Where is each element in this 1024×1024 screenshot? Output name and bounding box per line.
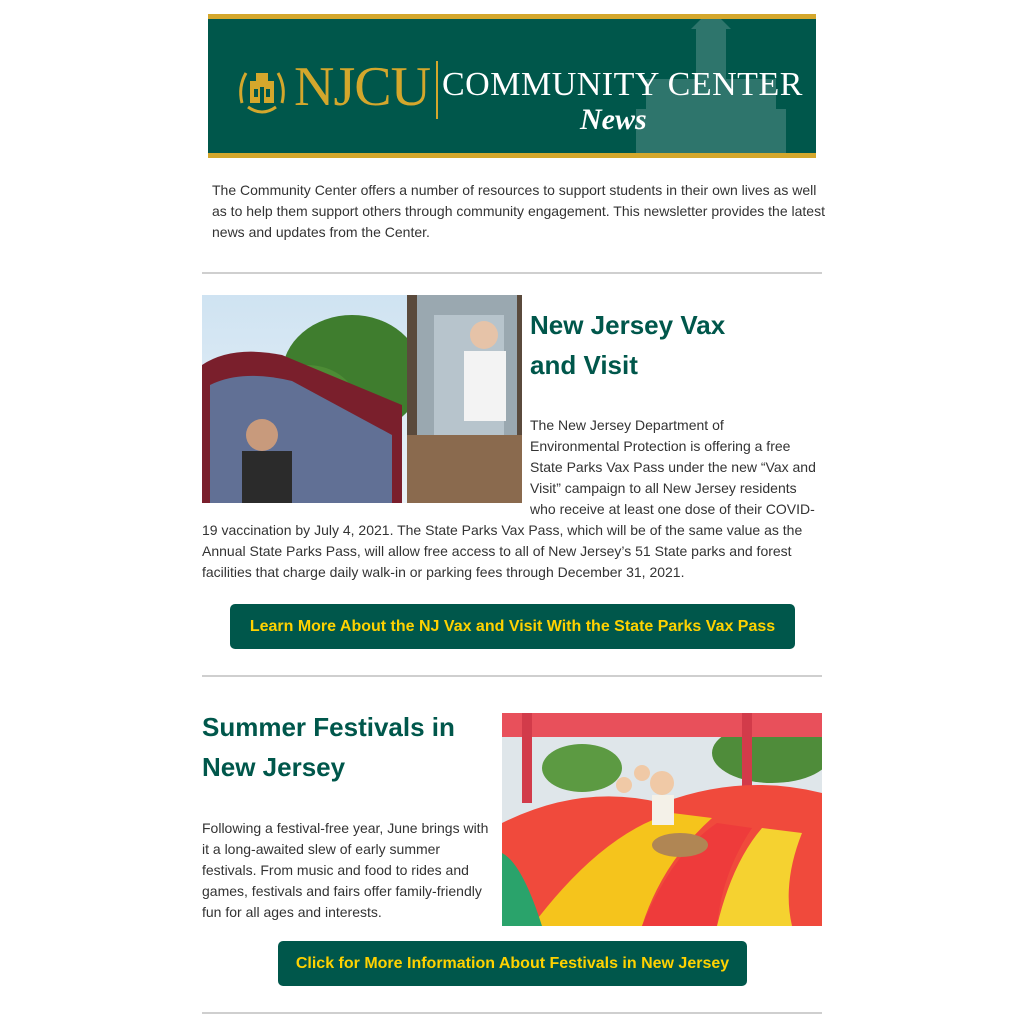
festivals-more-info-button[interactable]: Click for More Information About Festivals in New Jersey: [278, 941, 747, 986]
vax-visit-body-top: The New Jersey Department of Environmental Protection is offering a free State Parks Vax Pass under the new “Vax and Visit” campaign to all New Jersey residents who receive at least one dose of their COVID-: [530, 417, 816, 517]
vax-visit-body-rest: 19 vaccination by July 4, 2021. The State Parks Vax Pass, which will be of the same value as the Annual State Parks Pass, will allow free access to all of New Jersey’s 51 State parks and forest facilities that charge daily walk-in or parking fees through December 31, 2021.: [202, 522, 803, 580]
banner-subtitle: News: [580, 103, 647, 136]
njcu-seal-icon: [234, 63, 290, 119]
brand-logo-text: NJCU: [294, 56, 431, 118]
banner-title: COMMUNITY CENTER: [442, 66, 803, 103]
vax-visit-photo: [202, 295, 522, 503]
festivals-body: Following a festival-free year, June brings with it a long-awaited slew of early summer festivals. From music and food to rides and games, festivals and fairs offer family-friendly fun for all ages and interests.: [202, 820, 489, 920]
header-banner: [208, 14, 816, 158]
section-divider: [202, 1012, 822, 1014]
intro-paragraph: The Community Center offers a number of resources to support students in their own lives as well as to help them support others through community engagement. This newsletter provides the latest news and updates from the Center.: [212, 182, 825, 240]
logo-divider: [436, 61, 438, 119]
section-divider: [202, 675, 822, 677]
section-title-summer-festivals: Summer Festivals in New Jersey: [202, 712, 455, 782]
section-divider: [202, 272, 822, 274]
festival-slide-photo: [502, 713, 822, 926]
section-title-vax-visit: New Jersey Vax and Visit: [530, 310, 726, 380]
vax-pass-learn-more-button[interactable]: Learn More About the NJ Vax and Visit With the State Parks Vax Pass: [230, 604, 795, 649]
